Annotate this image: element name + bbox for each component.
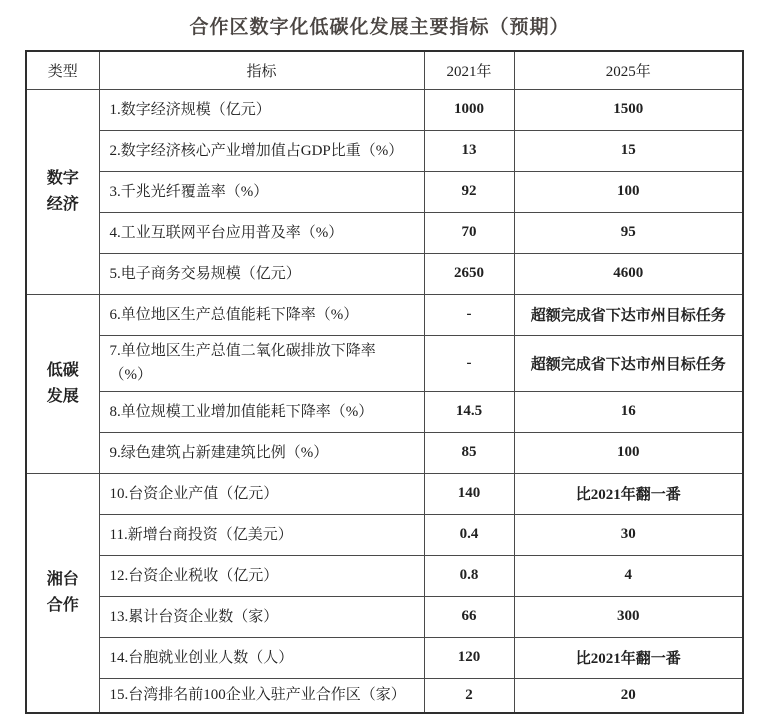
table-row (26, 473, 743, 514)
value-2025-cell: 20 (514, 678, 743, 713)
value-2021-cell: 85 (424, 432, 514, 473)
table-row (26, 294, 743, 335)
indicator-cell (99, 473, 424, 514)
value-2025-cell: 比2021年翻一番 (514, 473, 743, 514)
table-row (26, 432, 743, 473)
type-line: 发展 (46, 387, 79, 405)
page-title: 合作区数字化低碳化发展主要指标（预期） (189, 17, 570, 38)
value-2021-cell: 1000 (424, 89, 514, 130)
value-2025-cell: 1500 (514, 89, 743, 130)
indicator-text: 5.电子商务交易规模（亿元） (109, 265, 301, 282)
table-row (26, 637, 743, 678)
value-2025-cell: 超额完成省下达市州目标任务 (514, 294, 743, 335)
indicator-cell (99, 678, 424, 713)
table-row (26, 253, 743, 294)
indicator-cell (99, 514, 424, 555)
type-cell (26, 89, 99, 294)
value-2021-cell: 13 (424, 130, 514, 171)
value-2021-cell: 2 (424, 678, 514, 713)
value-2025-cell: 16 (514, 391, 743, 432)
indicator-text-line2: （%） (109, 367, 152, 383)
indicator-table (25, 50, 744, 714)
indicator-text: 6.单位地区生产总值能耗下降率（%） (109, 306, 359, 323)
value-2021-cell: 14.5 (424, 391, 514, 432)
indicator-text: 7.单位地区生产总值二氧化碳排放下降率 (109, 343, 376, 359)
table-row (26, 555, 743, 596)
indicator-cell (99, 596, 424, 637)
type-line: 合作 (46, 596, 79, 614)
value-2021-cell: 120 (424, 637, 514, 678)
value-2021-cell: 140 (424, 473, 514, 514)
indicator-cell (99, 391, 424, 432)
value-2025-cell: 15 (514, 130, 743, 171)
indicator-text: 14.台胞就业创业人数（人） (109, 649, 294, 666)
value-2025-cell: 4600 (514, 253, 743, 294)
value-2021-cell: 66 (424, 596, 514, 637)
value-2021-cell: 70 (424, 212, 514, 253)
type-line: 湘台 (46, 570, 79, 588)
indicator-text: 4.工业互联网平台应用普及率（%） (109, 224, 344, 241)
value-2025-cell: 100 (514, 171, 743, 212)
table-row (26, 212, 743, 253)
table-row (26, 596, 743, 637)
indicator-text: 13.累计台资企业数（家） (109, 608, 279, 625)
header-2021: 2021年 (424, 51, 514, 89)
value-2025-cell: 4 (514, 555, 743, 596)
indicator-cell (99, 253, 424, 294)
indicator-cell (99, 335, 424, 391)
table-row (26, 89, 743, 130)
indicator-cell (99, 130, 424, 171)
value-2025-cell: 30 (514, 514, 743, 555)
indicator-cell (99, 432, 424, 473)
table-row (26, 171, 743, 212)
indicator-text: 15.台湾排名前100企业入驻产业合作区（家） (109, 687, 406, 704)
table-row (26, 391, 743, 432)
value-2025-cell: 95 (514, 212, 743, 253)
table-row (26, 678, 743, 713)
value-2025-cell: 超额完成省下达市州目标任务 (514, 335, 743, 391)
table-row (26, 514, 743, 555)
indicator-cell (99, 212, 424, 253)
value-2025-cell: 300 (514, 596, 743, 637)
header-type: 类型 (26, 51, 99, 89)
header-indicator: 指标 (99, 51, 424, 89)
indicator-cell (99, 89, 424, 130)
indicator-text: 11.新增台商投资（亿美元） (109, 526, 293, 543)
type-cell (26, 473, 99, 713)
type-line: 经济 (46, 195, 79, 213)
indicator-text: 2.数字经济核心产业增加值占GDP比重（%） (109, 142, 404, 159)
type-line: 低碳 (46, 361, 79, 379)
indicator-text: 9.绿色建筑占新建建筑比例（%） (109, 444, 329, 461)
indicator-text: 3.千兆光纤覆盖率（%） (109, 183, 269, 200)
value-2021-cell: 0.8 (424, 555, 514, 596)
type-cell (26, 294, 99, 473)
header-row (26, 51, 743, 89)
type-line: 数字 (46, 169, 79, 187)
table-header (26, 51, 743, 89)
value-2021-cell: 0.4 (424, 514, 514, 555)
indicator-cell (99, 171, 424, 212)
value-2021-cell: 92 (424, 171, 514, 212)
value-2021-cell: 2650 (424, 253, 514, 294)
value-2025-cell: 比2021年翻一番 (514, 637, 743, 678)
indicator-text: 1.数字经济规模（亿元） (109, 101, 271, 118)
indicator-text: 10.台资企业产值（亿元） (109, 485, 279, 502)
indicator-text: 8.单位规模工业增加值能耗下降率（%） (109, 403, 374, 420)
table-body (26, 89, 743, 713)
value-2021-cell: - (424, 335, 514, 391)
indicator-cell (99, 294, 424, 335)
table-row (26, 335, 743, 391)
indicator-cell (99, 555, 424, 596)
table-row (26, 130, 743, 171)
indicator-cell (99, 637, 424, 678)
indicator-text: 12.台资企业税收（亿元） (109, 567, 279, 584)
value-2025-cell: 100 (514, 432, 743, 473)
header-2025: 2025年 (514, 51, 743, 89)
value-2021-cell: - (424, 294, 514, 335)
